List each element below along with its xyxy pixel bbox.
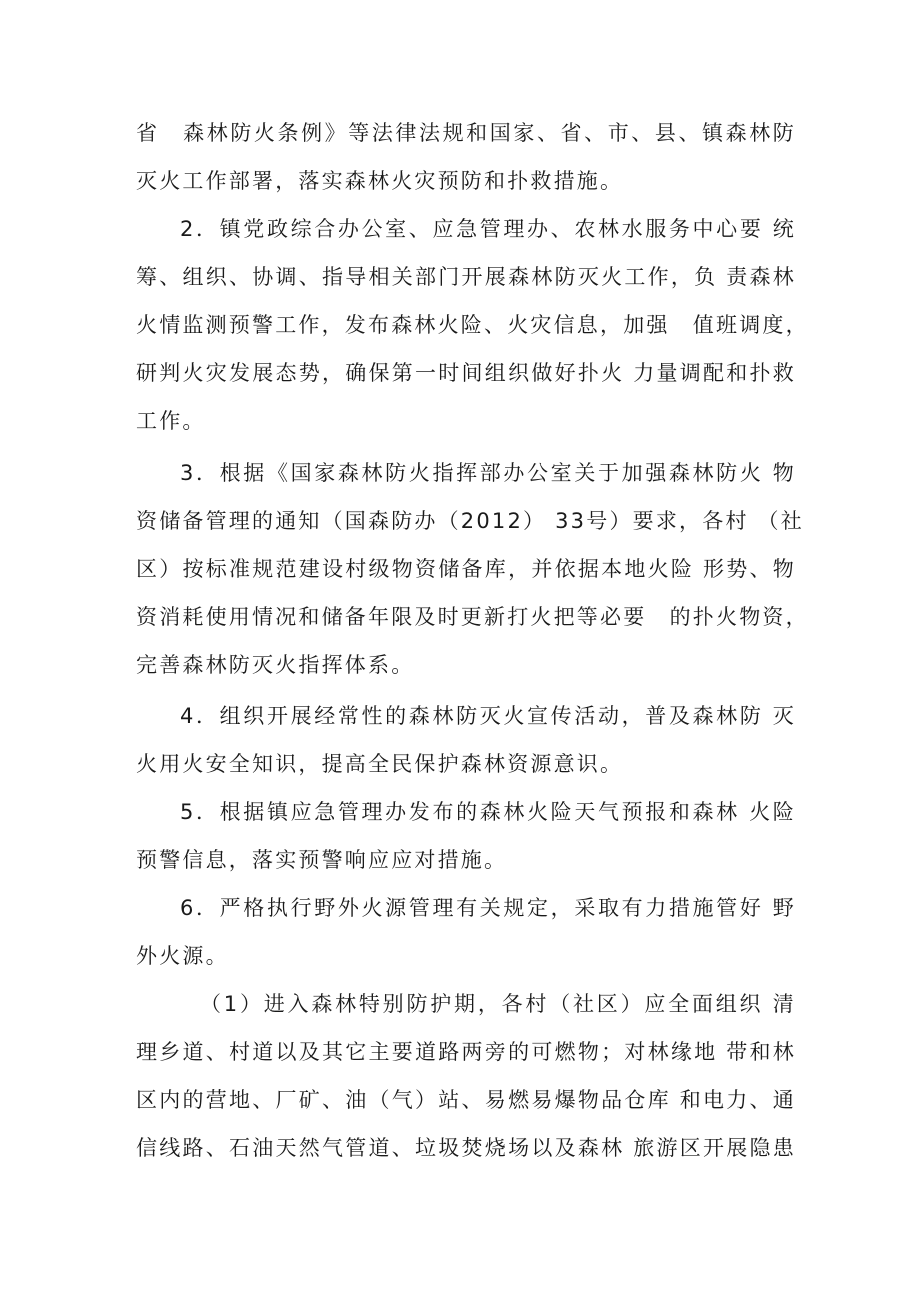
paragraph-2-start: 2．镇党政综合办公室、应急管理办、农林水服务中心要 统 bbox=[180, 217, 796, 241]
text-line: 灭火工作部署，落实森林火灾预防和扑救措施。 bbox=[136, 169, 624, 193]
text-line: 火用火安全知识，提高全民保护森林资源意识。 bbox=[136, 752, 624, 776]
text-line: 完善森林防灭火指挥体系。 bbox=[136, 653, 415, 677]
paragraph-4-start: 4．组织开展经常性的森林防灭火宣传活动，普及森林防 灭 bbox=[180, 704, 796, 728]
paragraph-3-start: 3．根据《国家森林防火指挥部办公室关于加强森林防火 物 bbox=[180, 461, 796, 485]
text-line: 研判火灾发展态势，确保第一时间组织做好扑火 力量调配和扑救 bbox=[136, 361, 796, 385]
text-line: 资消耗使用情况和储备年限及时更新打火把等必要 的扑火物资， bbox=[136, 605, 809, 629]
text-line: 理乡道、村道以及其它主要道路两旁的可燃物；对林缘地 带和林 bbox=[136, 1040, 796, 1064]
paragraph-6-start: 6．严格执行野外火源管理有关规定，采取有力措施管好 野 bbox=[180, 896, 796, 920]
text-line: 筹、组织、协调、指导相关部门开展森林防灭火工作，负 责森林 bbox=[136, 265, 796, 289]
text-line: 信线路、石油天然气管道、垃圾焚烧场以及森林 旅游区开展隐患 bbox=[136, 1136, 796, 1160]
text-line: 省 森林防火条例》等法律法规和国家、省、市、县、镇森林防 bbox=[136, 121, 796, 145]
text-line: 外火源。 bbox=[136, 944, 229, 968]
text-line: 区）按标准规范建设村级物资储备库，并依据本地火险 形势、物 bbox=[136, 557, 796, 581]
text-line: 资储备管理的通知（国森防办（2012） 33号）要求，各村 （社 bbox=[136, 509, 804, 533]
paragraph-5-start: 5．根据镇应急管理办发布的森林火险天气预报和森林 火险 bbox=[180, 800, 796, 824]
text-line: 区内的营地、厂矿、油（气）站、易燃易爆物品仓库 和电力、通 bbox=[136, 1088, 796, 1112]
text-line: 工作。 bbox=[136, 409, 206, 433]
subparagraph-1-start: （1）进入森林特别防护期，各村（社区）应全面组织 清 bbox=[200, 992, 796, 1016]
text-line: 火情监测预警工作，发布森林火险、火灾信息，加强 值班调度， bbox=[136, 313, 809, 337]
text-line: 预警信息，落实预警响应应对措施。 bbox=[136, 848, 508, 872]
